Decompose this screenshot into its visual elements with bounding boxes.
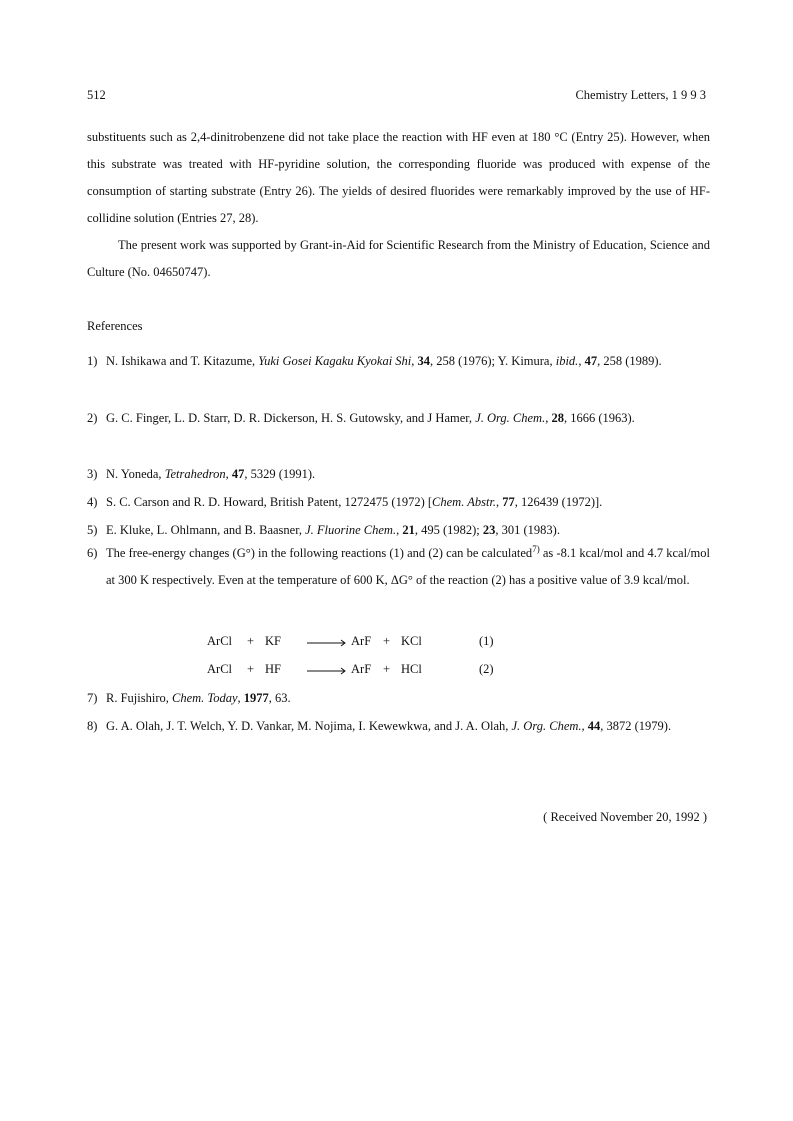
plus-sign: + (247, 634, 255, 648)
reference-number: 6) (87, 546, 98, 560)
product: HCl (401, 662, 422, 676)
plus-sign: + (247, 662, 255, 676)
product: ArF (351, 662, 372, 676)
reaction-arrow-icon (307, 639, 347, 647)
reference-text: S. C. Carson and R. D. Howard, British Patent, 1272475 (1972) [Chem. Abstr., 77, 126439 (1972)]. (106, 495, 603, 509)
received-date: ( Received November 20, 1992 ) (543, 810, 707, 824)
equation-2 (207, 662, 507, 682)
references-heading: References (87, 319, 143, 333)
reference-text: N. Yoneda, Tetrahedron, 47, 5329 (1991). (106, 467, 316, 481)
reference-number: 3) (87, 467, 98, 481)
reference-text: G. A. Olah, J. T. Welch, Y. D. Vankar, M. Nojima, I. Kewewkwa, and J. A. Olah, J. Org. Chem., 44, 3872 (1979). (106, 719, 672, 733)
reference-text: G. C. Finger, L. D. Starr, D. R. Dickerson, H. S. Gutowsky, and J Hamer, J. Org. Chem., 28, 1666 (1963). (106, 411, 635, 425)
equation-label: (1) (479, 634, 494, 648)
product: ArF (351, 634, 372, 648)
reference-2 (87, 405, 710, 432)
reactant: ArCl (207, 662, 232, 676)
page-number: 512 (87, 88, 106, 102)
plus-sign: + (383, 634, 391, 648)
reactant: ArCl (207, 634, 232, 648)
reference-text: E. Kluke, L. Ohlmann, and B. Baasner, J. Fluorine Chem., 21, 495 (1982); 23, 301 (1983). (106, 523, 560, 537)
reference-6 (87, 540, 710, 594)
reactant: HF (265, 662, 281, 676)
journal-title: Chemistry Letters, 1 9 9 3 (575, 88, 706, 102)
reference-1 (87, 348, 710, 375)
reactant: KF (265, 634, 281, 648)
product: KCl (401, 634, 422, 648)
page-header (87, 88, 706, 103)
plus-sign: + (383, 662, 391, 676)
reference-number: 7) (87, 691, 98, 705)
reference-text: R. Fujishiro, Chem. Today, 1977, 63. (106, 691, 291, 705)
body-text (87, 124, 710, 286)
reference-number: 5) (87, 523, 98, 537)
paragraph-2: The present work was supported by Grant-in-Aid for Scientific Research from the Ministry of Education, Science and Culture (No. 04650747). (87, 238, 710, 279)
reference-3 (87, 461, 710, 488)
equation-label: (2) (479, 662, 494, 676)
reference-number: 1) (87, 354, 98, 368)
reference-8 (87, 713, 710, 740)
equation-1 (207, 634, 507, 654)
reference-text: The free-energy changes (G°) in the following reactions (1) and (2) can be calculated$^{7)}$ as -8.1 kcal/mol and 4.7 kcal/mol at 300 K respectively. Even at the temperature of 600 K, ΔG° of the reaction (2) has a positive value of 3.9 kcal/mol. (106, 544, 710, 587)
paragraph-1: substituents such as 2,4-dinitrobenzene did not take place the reaction with HF even at 180 °C (Entry 25). However, when this substrate was treated with HF-pyridine solution, the corresponding fluoride was produced with expense of the consumption of starting substrate (Entry 26). The yields of desired fluorides were remarkably improved by the use of HF-collidine solution (Entries 27, 28). (87, 130, 710, 225)
reference-4 (87, 489, 710, 516)
reference-number: 8) (87, 719, 98, 733)
reference-text: N. Ishikawa and T. Kitazume, Yuki Gosei Kagaku Kyokai Shi, 34, 258 (1976); Y. Kimura, ibid., 47, 258 (1989). (106, 354, 662, 368)
reference-7 (87, 685, 710, 712)
reference-number: 2) (87, 411, 98, 425)
reference-number: 4) (87, 495, 98, 509)
reaction-arrow-icon (307, 667, 347, 675)
